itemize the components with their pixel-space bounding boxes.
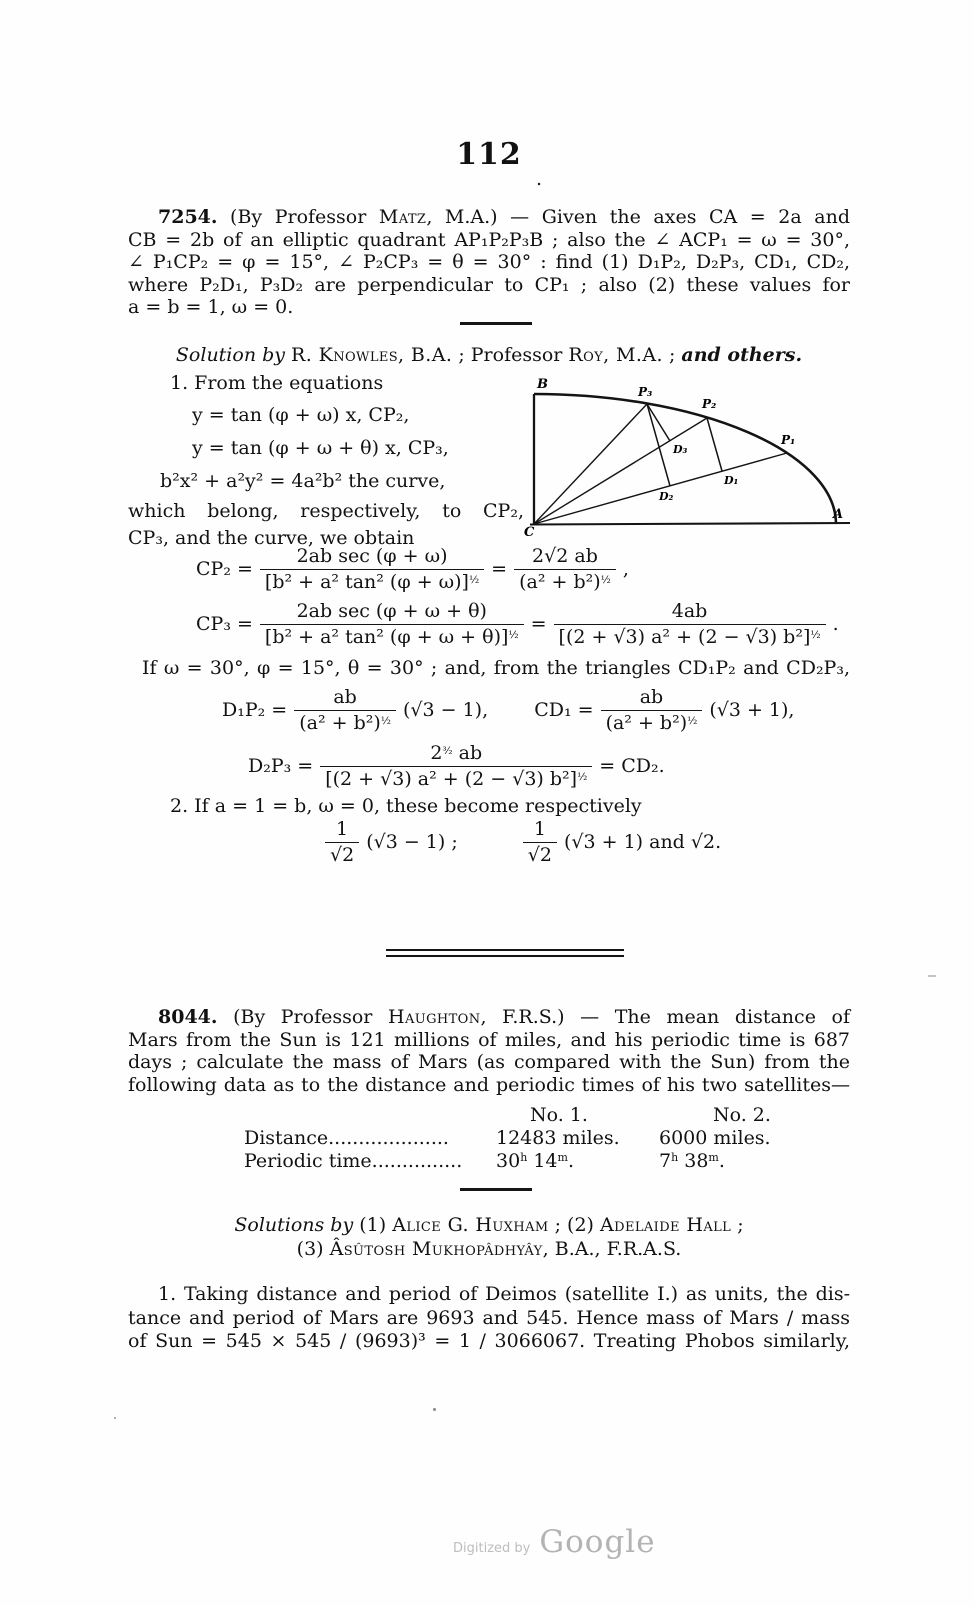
solver-name: Roy, M.A. bbox=[568, 344, 663, 366]
formula-cp3 bbox=[196, 600, 839, 648]
period-dot: . bbox=[718, 1150, 725, 1172]
scan-speck bbox=[928, 975, 936, 977]
byline-lead: Solutions by bbox=[234, 1214, 360, 1236]
text-segment: ; bbox=[662, 344, 682, 366]
hours-unit: h bbox=[671, 1151, 679, 1164]
section-divider-rule bbox=[460, 322, 532, 325]
hours-value: 7 bbox=[659, 1150, 672, 1172]
minutes-value: 14 bbox=[527, 1150, 558, 1172]
solution-line-2: tance and period of Mars are 9693 and 545. Hence mass of Mars / mass bbox=[128, 1306, 850, 1329]
denominator: √2 bbox=[523, 842, 557, 867]
denominator bbox=[514, 569, 616, 594]
result-tail: (√3 + 1) and √2. bbox=[563, 830, 722, 853]
exponent-half: ½ bbox=[577, 770, 588, 783]
byline-line-2 bbox=[128, 1237, 850, 1261]
text-segment: ; bbox=[731, 1214, 744, 1236]
hours-value: 30 bbox=[496, 1150, 521, 1172]
text-segment: (3) bbox=[296, 1238, 330, 1260]
denominator bbox=[601, 710, 703, 735]
table-row-distance bbox=[244, 1127, 863, 1150]
formula-d1p2-cd1 bbox=[222, 686, 794, 734]
hours-unit: h bbox=[520, 1151, 528, 1164]
scan-speck bbox=[114, 1417, 116, 1419]
problem-8044-line-3: days ; calculate the mass of Mars (as compared with the Sun) from the bbox=[128, 1051, 850, 1073]
fraction bbox=[325, 818, 359, 866]
numerator: ab bbox=[639, 686, 664, 708]
formula-lhs: CD₁ = bbox=[522, 698, 594, 721]
point-label-p2: P₂ bbox=[702, 397, 717, 411]
denominator-text: [(2 + √3) a² + (2 − √3) b²] bbox=[558, 625, 811, 648]
formula-tail: (√3 − 1), bbox=[402, 698, 489, 721]
author-name: Matz bbox=[378, 206, 427, 228]
author-name: Haughton bbox=[387, 1006, 481, 1028]
digitized-by-label: Digitized by bbox=[453, 1541, 531, 1556]
periodic-no1 bbox=[496, 1150, 659, 1173]
denominator bbox=[260, 624, 524, 649]
table-row-periodic-time bbox=[244, 1150, 863, 1173]
text-segment: , M.A.) — Given the axes CA = 2a and bbox=[426, 206, 850, 228]
formula-cp2 bbox=[196, 545, 629, 593]
formula-tail: (√3 + 1), bbox=[709, 698, 795, 721]
problem-8044-line-2: Mars from the Sun is 121 millions of miles, and his periodic time is 687 bbox=[128, 1028, 850, 1051]
formula-lhs: D₁P₂ = bbox=[222, 698, 288, 721]
result-tail: (√3 − 1) ; bbox=[366, 830, 458, 853]
scan-speck bbox=[433, 1408, 436, 1411]
formula-lhs: D₂P₃ = bbox=[248, 754, 314, 777]
denominator-text: (a² + b²) bbox=[299, 711, 381, 734]
section-divider-rule bbox=[460, 1188, 532, 1191]
formula-lhs: CP₃ = bbox=[196, 612, 253, 635]
denominator bbox=[294, 710, 396, 735]
solver-name: R. Knowles, B.A. bbox=[291, 344, 453, 366]
fraction bbox=[601, 686, 703, 734]
problem-7254 bbox=[128, 206, 850, 319]
equals-sign: = bbox=[491, 557, 508, 580]
google-watermark bbox=[453, 1524, 656, 1561]
denominator bbox=[554, 624, 826, 649]
byline-line-1 bbox=[128, 1213, 850, 1237]
row-label: Distance.................... bbox=[244, 1127, 449, 1149]
numerator: 1 bbox=[336, 818, 349, 840]
point-label-d1: D₁ bbox=[724, 474, 739, 487]
exponent-three-halves: ³⁄₂ bbox=[442, 745, 453, 757]
text-segment: , B.A., F.R.A.S. bbox=[542, 1238, 682, 1260]
denominator bbox=[320, 766, 592, 791]
denominator: √2 bbox=[325, 842, 359, 867]
fraction bbox=[523, 818, 557, 866]
exponent-half: ½ bbox=[810, 628, 821, 641]
denominator-text: [b² + a² tan² (φ + ω)] bbox=[264, 570, 469, 593]
distance-no2: 6000 miles. bbox=[659, 1127, 771, 1149]
text-segment: (By Professor bbox=[217, 206, 379, 228]
numerator: 4ab bbox=[671, 600, 708, 622]
text-segment: (By Professor bbox=[217, 1006, 388, 1028]
solution-line-1: 1. Taking distance and period of Deimos (satellite I.) as units, the dis- bbox=[158, 1283, 850, 1305]
which-belong-line-1: which belong, respectively, to CP₂, bbox=[128, 500, 524, 522]
text-segment: , F.R.S.) — The mean distance of bbox=[480, 1006, 850, 1028]
solutions-8044-byline bbox=[128, 1213, 850, 1261]
point-label-d2: D₂ bbox=[659, 490, 674, 503]
exponent-half: ½ bbox=[687, 714, 698, 727]
results-line bbox=[318, 818, 721, 866]
fraction bbox=[260, 545, 484, 593]
minutes-unit: m bbox=[557, 1151, 568, 1164]
page-number: 112 bbox=[456, 137, 522, 172]
numerator-base: 2 bbox=[430, 742, 443, 764]
fraction bbox=[554, 600, 826, 648]
google-logo: Google bbox=[539, 1524, 656, 1560]
problem-7254-line-2: CB = 2b of an elliptic quadrant AP₁P₂P₃B ; also the ∠ ACP₁ = ω = 30°, bbox=[128, 228, 850, 251]
numerator: 2ab sec (φ + ω + θ) bbox=[296, 600, 487, 622]
problem-7254-line-3: ∠ P₁CP₂ = φ = 15°, ∠ P₂CP₃ = θ = 30° : find (1) D₁P₂, D₂P₃, CD₁, CD₂, bbox=[128, 251, 850, 273]
row-label: Periodic time............... bbox=[244, 1150, 463, 1172]
text-segment: ; (2) bbox=[548, 1214, 601, 1236]
column-header-no2: No. 2. bbox=[713, 1104, 771, 1126]
minutes-value: 38 bbox=[678, 1150, 709, 1172]
formula-tail: , bbox=[622, 557, 629, 580]
denominator-text: [(2 + √3) a² + (2 − √3) b²] bbox=[325, 767, 578, 790]
exponent-half: ½ bbox=[468, 573, 480, 586]
point-label-d3: D₃ bbox=[673, 443, 688, 456]
point-label-p1: P₁ bbox=[781, 433, 796, 447]
point-label-b: B bbox=[537, 377, 548, 392]
numerator: 1 bbox=[533, 818, 546, 840]
byline-tail: and others. bbox=[681, 344, 803, 366]
page-number-dot: . bbox=[536, 168, 543, 190]
distance-no1: 12483 miles. bbox=[496, 1127, 620, 1149]
problem-number: 8044. bbox=[158, 1006, 218, 1028]
denominator-text: (a² + b²) bbox=[605, 711, 688, 734]
numerator: 2ab sec (φ + ω) bbox=[296, 545, 448, 567]
solution-line-3: of Sun = 545 × 545 / (9693)³ = 1 / 3066067. Treating Phobos similarly, bbox=[128, 1330, 850, 1352]
problem-7254-line-4: where P₂D₁, P₃D₂ are perpendicular to CP₁ ; also (2) these values for bbox=[128, 273, 850, 296]
which-belong-line-2: CP₃, and the curve, we obtain bbox=[128, 526, 415, 549]
numerator: 2√2 ab bbox=[532, 545, 598, 567]
satellite-data-table bbox=[244, 1104, 863, 1173]
equation-curve: b²x² + a²y² = 4a²b² the curve, bbox=[160, 469, 446, 492]
numerator bbox=[425, 742, 487, 766]
byline-lead: Solution by bbox=[175, 344, 292, 366]
solver-name: Alice G. Huxham bbox=[392, 1214, 549, 1236]
equals-sign: = bbox=[530, 612, 547, 635]
point-label-p3: P₃ bbox=[638, 385, 653, 399]
period-dot: . bbox=[567, 1150, 574, 1172]
minutes-unit: m bbox=[708, 1151, 719, 1164]
exponent-half: ½ bbox=[380, 714, 391, 727]
exponent-half: ½ bbox=[600, 573, 611, 586]
problem-8044 bbox=[128, 1006, 850, 1096]
numerator-rest: ab bbox=[452, 742, 483, 764]
double-rule-divider bbox=[386, 949, 624, 957]
fraction bbox=[514, 545, 616, 593]
problem-number: 7254. bbox=[158, 206, 218, 228]
periodic-no2 bbox=[659, 1150, 809, 1173]
formula-tail: . bbox=[832, 612, 839, 635]
solution-7254-byline bbox=[128, 344, 850, 367]
empty-header-cell bbox=[244, 1104, 496, 1127]
step-2-lead: 2. If a = 1 = b, ω = 0, these become respectively bbox=[170, 795, 642, 817]
fraction bbox=[294, 686, 396, 734]
solver-name: Âsûtosh Mukhopâdhyây bbox=[329, 1238, 543, 1260]
column-header-no1: No. 1. bbox=[530, 1104, 588, 1126]
formula-tail: = CD₂. bbox=[599, 754, 665, 777]
text-segment: ; Professor bbox=[452, 344, 569, 366]
problem-7254-line-5: a = b = 1, ω = 0. bbox=[128, 296, 294, 318]
exponent-half: ½ bbox=[508, 628, 519, 641]
numerator: ab bbox=[333, 686, 357, 708]
denominator-text: (a² + b²) bbox=[519, 570, 601, 593]
denominator bbox=[260, 569, 484, 594]
problem-8044-line-1 bbox=[128, 1006, 850, 1029]
if-omega-line: If ω = 30°, φ = 15°, θ = 30° ; and, from the triangles CD₁P₂ and CD₂P₃, bbox=[142, 657, 850, 679]
step-1-lead: 1. From the equations bbox=[170, 372, 384, 394]
formula-lhs: CP₂ = bbox=[196, 557, 253, 580]
problem-8044-line-4: following data as to the distance and periodic times of his two satellites— bbox=[128, 1073, 850, 1096]
fraction bbox=[260, 600, 524, 648]
table-header-row bbox=[244, 1104, 863, 1127]
solver-name: Adelaide Hall bbox=[600, 1214, 732, 1236]
fraction bbox=[320, 742, 592, 790]
point-label-c: C bbox=[524, 525, 535, 538]
text-segment: (1) bbox=[359, 1214, 393, 1236]
point-label-a: A bbox=[833, 507, 844, 522]
solution-7254-work bbox=[128, 372, 850, 549]
solution-8044-paragraph bbox=[128, 1283, 850, 1354]
denominator-text: [b² + a² tan² (φ + ω + θ)] bbox=[264, 625, 509, 648]
formula-d2p3 bbox=[248, 742, 665, 790]
problem-7254-line-1 bbox=[128, 206, 850, 229]
equation-cp2-line: y = tan (φ + ω) x, CP₂, bbox=[192, 403, 410, 426]
equation-cp3-line: y = tan (φ + ω + θ) x, CP₃, bbox=[192, 437, 449, 459]
